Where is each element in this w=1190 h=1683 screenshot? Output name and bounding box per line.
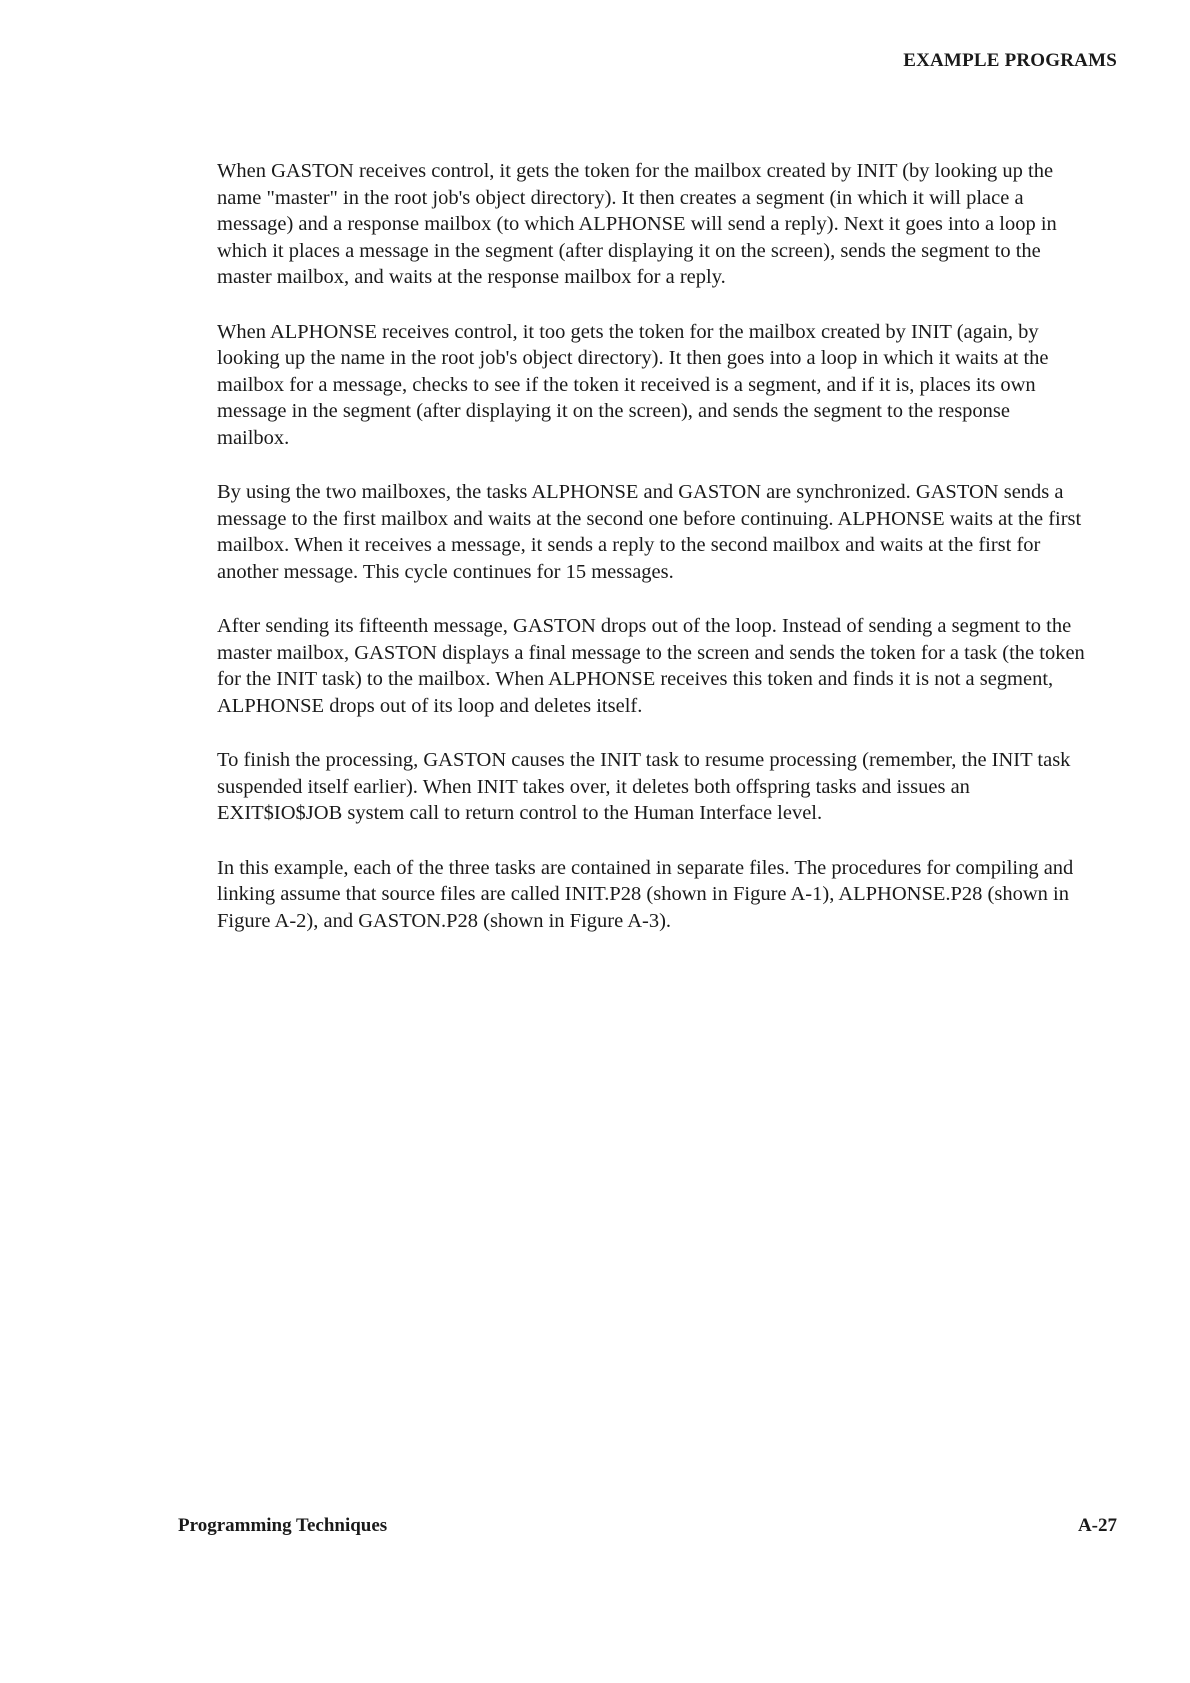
- footer-page-number: A-27: [1077, 1515, 1117, 1536]
- paragraph-gaston-control: When GASTON receives control, it gets the token for the mailbox created by INIT (by looking up the name "master" in the root job's object directory). It then creates a segment (in which it will place a message) and a response mailbox (to which ALPHONSE will send a reply). Next it goes into a loop in which it places a message in the segment (after displaying it on the screen), sends the segment to the master mailbox, and waits at the response mailbox for a reply.: [217, 160, 1057, 288]
- paragraph-alphonse-control: When ALPHONSE receives control, it too gets the token for the mailbox created by INIT (again, by looking up the name in the root job's object directory). It then goes into a loop in which it waits at the mailbox for a message, checks to see if the token it received is a segment, and if it is, places its own message in the segment (after displaying it on the screen), and sends the segment to the response mailbox.: [217, 320, 1049, 449]
- paragraph-source-files: In this example, each of the three tasks are contained in separate files. The procedures for compiling and linking assume that source files are called INIT.P28 (shown in Figure A-1), ALPHONSE.P28 (shown in Figure A-2), and GASTON.P28 (shown in Figure A-3).: [217, 856, 1074, 932]
- section-header: EXAMPLE PROGRAMS: [903, 50, 1117, 71]
- paragraph-finish-processing: To finish the processing, GASTON causes the INIT task to resume processing (remember, the INIT task suspended itself earlier). When INIT takes over, it deletes both offspring tasks and issues an EXIT$IO$JOB system call to return control to the Human Interface level.: [217, 749, 1071, 824]
- body-text: [217, 158, 1087, 962]
- footer-manual-title: Programming Techniques: [178, 1515, 388, 1536]
- paragraph-synchronization: By using the two mailboxes, the tasks ALPHONSE and GASTON are synchronized. GASTON sends a message to the first mailbox and waits at the second one before continuing. ALPHONSE waits at the first mailbox. When it receives a message, it sends a reply to the second mailbox and waits at the first for another message. This cycle continues for 15 messages.: [217, 481, 1082, 583]
- page-footer: [178, 1515, 1117, 1537]
- paragraph-fifteenth-message: After sending its fifteenth message, GASTON drops out of the loop. Instead of sending a segment to the master mailbox, GASTON displays a final message to the screen and sends the token for a task (the token for the INIT task) to the mailbox. When ALPHONSE receives this token and finds it is not a segment, ALPHONSE drops out of its loop and deletes itself.: [217, 615, 1085, 717]
